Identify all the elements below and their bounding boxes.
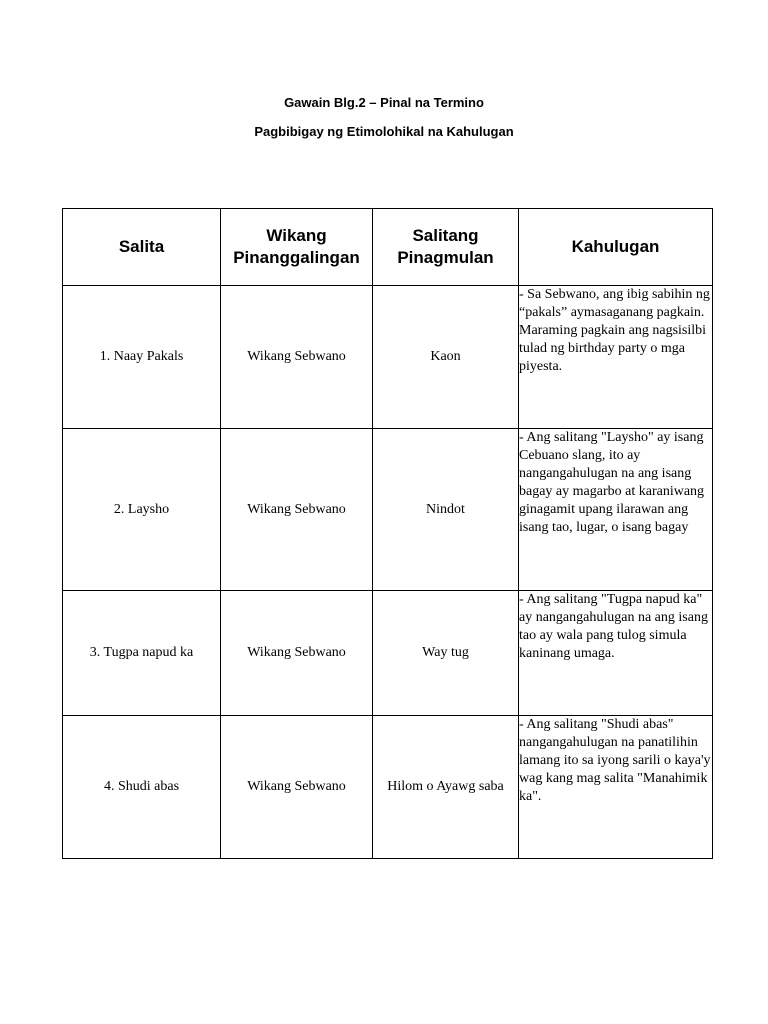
cell-salita: 2. Laysho (63, 429, 221, 591)
table-header-row (63, 209, 713, 286)
cell-pinagmulan: Hilom o Ayawg saba (373, 716, 519, 859)
cell-kahulugan: - Ang salitang "Tugpa napud ka" ay nangangahulugan na ang isang tao ay wala pang tulog simula kaninang umaga. (519, 591, 713, 716)
header-salita: Salita (63, 209, 221, 286)
header-wikang-pinanggalingan: Wikang Pinanggalingan (221, 209, 373, 286)
etymology-table (62, 208, 713, 859)
cell-pinagmulan: Kaon (373, 286, 519, 429)
cell-wika: Wikang Sebwano (221, 716, 373, 859)
header-kahulugan: Kahulugan (519, 209, 713, 286)
cell-wika: Wikang Sebwano (221, 286, 373, 429)
cell-salita: 1. Naay Pakals (63, 286, 221, 429)
table-row (63, 429, 713, 591)
document-title: Gawain Blg.2 – Pinal na Termino (284, 95, 484, 110)
cell-salita: 3. Tugpa napud ka (63, 591, 221, 716)
table-row (63, 286, 713, 429)
cell-wika: Wikang Sebwano (221, 591, 373, 716)
cell-salita: 4. Shudi abas (63, 716, 221, 859)
table-row (63, 591, 713, 716)
cell-wika: Wikang Sebwano (221, 429, 373, 591)
table-row (63, 716, 713, 859)
cell-kahulugan: - Sa Sebwano, ang ibig sabihin ng “pakals” aymasaganang pagkain. Maraming pagkain ang nagsisilbi tulad ng birthday party o mga piyesta. (519, 286, 713, 429)
cell-pinagmulan: Way tug (373, 591, 519, 716)
cell-kahulugan: - Ang salitang "Shudi abas" nangangahulugan na panatilihin lamang ito sa iyong sarili o kaya'y wag kang mag salita "Manahimik ka". (519, 716, 713, 859)
header-salitang-pinagmulan: Salitang Pinagmulan (373, 209, 519, 286)
document-subtitle: Pagbibigay ng Etimolohikal na Kahulugan (254, 124, 514, 139)
cell-kahulugan: - Ang salitang "Laysho" ay isang Cebuano slang, ito ay nangangahulugan na ang isang bagay ay magarbo at karaniwang ginagamit upang ilarawan ang isang tao, lugar, o isang bagay (519, 429, 713, 591)
cell-pinagmulan: Nindot (373, 429, 519, 591)
